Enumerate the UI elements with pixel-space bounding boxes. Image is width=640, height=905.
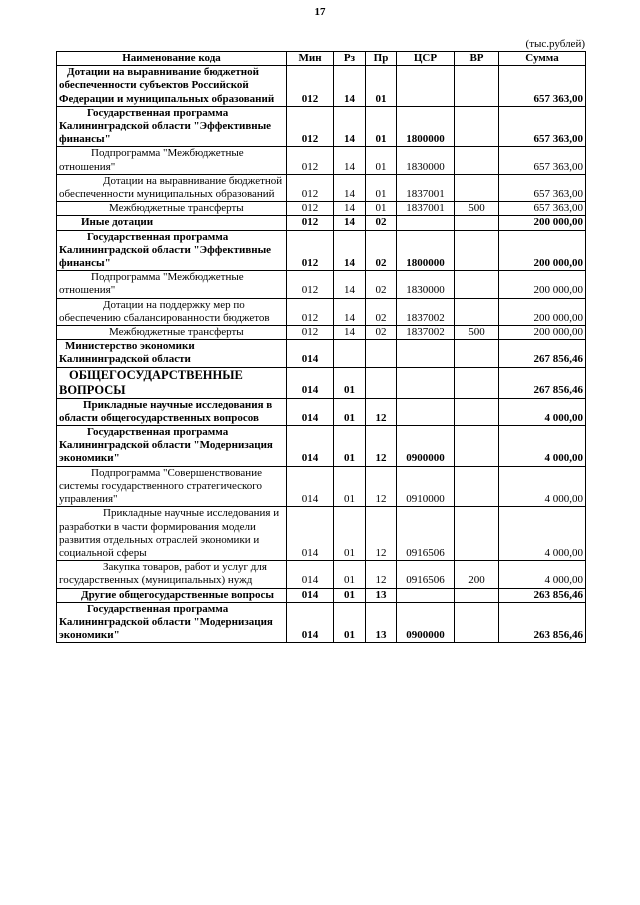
cell-sum: 200 000,00 [499, 216, 586, 230]
table-row [57, 106, 586, 147]
cell-csr [397, 216, 455, 230]
table-row [57, 174, 586, 201]
cell-pr: 12 [366, 466, 397, 507]
cell-csr: 1837001 [397, 174, 455, 201]
cell-sum: 200 000,00 [499, 271, 586, 298]
table-row [57, 398, 586, 425]
table-row [57, 230, 586, 271]
cell-rz: 01 [334, 466, 366, 507]
cell-rz: 01 [334, 507, 366, 561]
cell-pr: 12 [366, 507, 397, 561]
cell-vr [455, 340, 499, 367]
cell-vr [455, 271, 499, 298]
cell-min: 012 [287, 326, 334, 340]
cell-pr: 01 [366, 202, 397, 216]
cell-csr [397, 66, 455, 107]
cell-vr [455, 398, 499, 425]
budget-table [56, 51, 586, 643]
cell-min: 012 [287, 202, 334, 216]
column-header-vr: ВР [455, 52, 499, 66]
cell-name: Государственная программа Калининградской области "Модернизация экономики" [57, 602, 287, 643]
column-header-min: Мин [287, 52, 334, 66]
cell-vr: 500 [455, 202, 499, 216]
table-row [57, 602, 586, 643]
cell-min: 012 [287, 147, 334, 174]
cell-name: Прикладные научные исследования в области общегосударственных вопросов [57, 398, 287, 425]
cell-vr: 500 [455, 326, 499, 340]
table-row [57, 147, 586, 174]
cell-pr: 01 [366, 66, 397, 107]
cell-rz: 14 [334, 230, 366, 271]
cell-name: Прикладные научные исследования и разработки в части формирования модели развития отдельных отраслей экономики и социальной сферы [57, 507, 287, 561]
cell-min: 014 [287, 426, 334, 467]
cell-sum: 4 000,00 [499, 561, 586, 588]
table-row [57, 271, 586, 298]
cell-vr [455, 298, 499, 325]
table-body [57, 66, 586, 643]
cell-min: 014 [287, 398, 334, 425]
cell-min: 012 [287, 66, 334, 107]
cell-name: Дотации на поддержку мер по обеспечению сбалансированности бюджетов [57, 298, 287, 325]
table-row [57, 367, 586, 398]
cell-sum: 657 363,00 [499, 202, 586, 216]
table-row [57, 426, 586, 467]
cell-rz: 01 [334, 367, 366, 398]
cell-min: 014 [287, 340, 334, 367]
cell-rz: 14 [334, 66, 366, 107]
cell-vr [455, 216, 499, 230]
cell-rz: 14 [334, 202, 366, 216]
cell-name: Другие общегосударственные вопросы [57, 588, 287, 602]
cell-name: Межбюджетные трансферты [57, 202, 287, 216]
cell-pr: 01 [366, 147, 397, 174]
cell-pr: 12 [366, 426, 397, 467]
cell-csr [397, 367, 455, 398]
cell-vr [455, 106, 499, 147]
cell-pr: 02 [366, 326, 397, 340]
page-number: 17 [314, 6, 326, 18]
column-header-sum: Сумма [499, 52, 586, 66]
cell-name: Государственная программа Калининградской области "Модернизация экономики" [57, 426, 287, 467]
cell-name: Подпрограмма "Совершенствование системы государственного стратегического управления" [57, 466, 287, 507]
cell-min: 012 [287, 216, 334, 230]
cell-sum: 4 000,00 [499, 507, 586, 561]
table-row [57, 298, 586, 325]
column-header-name: Наименование кода [57, 52, 287, 66]
cell-name: Дотации на выравнивание бюджетной обеспеченности субъектов Российской Федерации и муниципальных образований [57, 66, 287, 107]
cell-name: Министерство экономики Калининградской области [57, 340, 287, 367]
cell-csr: 1830000 [397, 271, 455, 298]
cell-name: Государственная программа Калининградской области "Эффективные финансы" [57, 106, 287, 147]
cell-min: 014 [287, 507, 334, 561]
cell-pr: 12 [366, 398, 397, 425]
table-row [57, 466, 586, 507]
cell-pr: 12 [366, 561, 397, 588]
cell-min: 012 [287, 230, 334, 271]
cell-csr: 1800000 [397, 230, 455, 271]
cell-pr [366, 340, 397, 367]
cell-csr: 1830000 [397, 147, 455, 174]
cell-vr [455, 588, 499, 602]
table-row [57, 561, 586, 588]
cell-csr: 0910000 [397, 466, 455, 507]
cell-sum: 657 363,00 [499, 174, 586, 201]
cell-rz: 01 [334, 561, 366, 588]
cell-name: Закупка товаров, работ и услуг для государственных (муниципальных) нужд [57, 561, 287, 588]
cell-rz: 14 [334, 298, 366, 325]
cell-rz: 14 [334, 216, 366, 230]
cell-min: 014 [287, 588, 334, 602]
cell-csr [397, 340, 455, 367]
cell-sum: 267 856,46 [499, 340, 586, 367]
column-header-rz: Рз [334, 52, 366, 66]
cell-csr: 1837002 [397, 298, 455, 325]
cell-sum: 263 856,46 [499, 602, 586, 643]
cell-sum: 657 363,00 [499, 147, 586, 174]
cell-name: Подпрограмма "Межбюджетные отношения" [57, 147, 287, 174]
cell-name: Межбюджетные трансферты [57, 326, 287, 340]
column-header-pr: Пр [366, 52, 397, 66]
cell-pr [366, 367, 397, 398]
cell-min: 014 [287, 466, 334, 507]
cell-rz [334, 340, 366, 367]
cell-csr: 1800000 [397, 106, 455, 147]
cell-vr [455, 367, 499, 398]
cell-csr: 1837001 [397, 202, 455, 216]
cell-csr [397, 398, 455, 425]
cell-vr [455, 426, 499, 467]
cell-csr: 0916506 [397, 507, 455, 561]
cell-csr: 1837002 [397, 326, 455, 340]
table-row [57, 326, 586, 340]
cell-vr [455, 230, 499, 271]
table-header-row [57, 52, 586, 66]
cell-pr: 02 [366, 230, 397, 271]
cell-sum: 267 856,46 [499, 367, 586, 398]
column-header-csr: ЦСР [397, 52, 455, 66]
table-row [57, 216, 586, 230]
cell-pr: 13 [366, 602, 397, 643]
cell-pr: 02 [366, 298, 397, 325]
cell-vr [455, 602, 499, 643]
table-row [57, 588, 586, 602]
cell-csr: 0916506 [397, 561, 455, 588]
cell-rz: 14 [334, 174, 366, 201]
cell-csr [397, 588, 455, 602]
cell-rz: 01 [334, 588, 366, 602]
cell-vr [455, 466, 499, 507]
cell-sum: 200 000,00 [499, 230, 586, 271]
cell-sum: 200 000,00 [499, 298, 586, 325]
cell-rz: 14 [334, 326, 366, 340]
cell-min: 014 [287, 602, 334, 643]
cell-min: 012 [287, 106, 334, 147]
cell-rz: 14 [334, 147, 366, 174]
table-row [57, 66, 586, 107]
cell-name: ОБЩЕГОСУДАРСТВЕННЫЕ ВОПРОСЫ [57, 367, 287, 398]
cell-csr: 0900000 [397, 426, 455, 467]
cell-name: Государственная программа Калининградской области "Эффективные финансы" [57, 230, 287, 271]
cell-vr [455, 174, 499, 201]
cell-pr: 01 [366, 106, 397, 147]
cell-pr: 02 [366, 271, 397, 298]
cell-sum: 4 000,00 [499, 398, 586, 425]
cell-name: Иные дотации [57, 216, 287, 230]
cell-sum: 200 000,00 [499, 326, 586, 340]
cell-pr: 02 [366, 216, 397, 230]
units-label: (тыс.рублей) [525, 38, 585, 50]
cell-pr: 01 [366, 174, 397, 201]
cell-rz: 14 [334, 271, 366, 298]
cell-rz: 01 [334, 602, 366, 643]
cell-sum: 4 000,00 [499, 426, 586, 467]
table-row [57, 202, 586, 216]
cell-sum: 657 363,00 [499, 106, 586, 147]
cell-vr [455, 507, 499, 561]
cell-sum: 4 000,00 [499, 466, 586, 507]
cell-rz: 01 [334, 426, 366, 467]
cell-name: Подпрограмма "Межбюджетные отношения" [57, 271, 287, 298]
cell-rz: 01 [334, 398, 366, 425]
cell-sum: 263 856,46 [499, 588, 586, 602]
cell-min: 012 [287, 174, 334, 201]
cell-min: 014 [287, 561, 334, 588]
cell-sum: 657 363,00 [499, 66, 586, 107]
cell-csr: 0900000 [397, 602, 455, 643]
cell-min: 012 [287, 271, 334, 298]
cell-pr: 13 [366, 588, 397, 602]
cell-vr [455, 147, 499, 174]
cell-min: 014 [287, 367, 334, 398]
cell-name: Дотации на выравнивание бюджетной обеспеченности муниципальных образований [57, 174, 287, 201]
cell-vr [455, 66, 499, 107]
table-row [57, 340, 586, 367]
table-row [57, 507, 586, 561]
cell-vr: 200 [455, 561, 499, 588]
cell-rz: 14 [334, 106, 366, 147]
cell-min: 012 [287, 298, 334, 325]
